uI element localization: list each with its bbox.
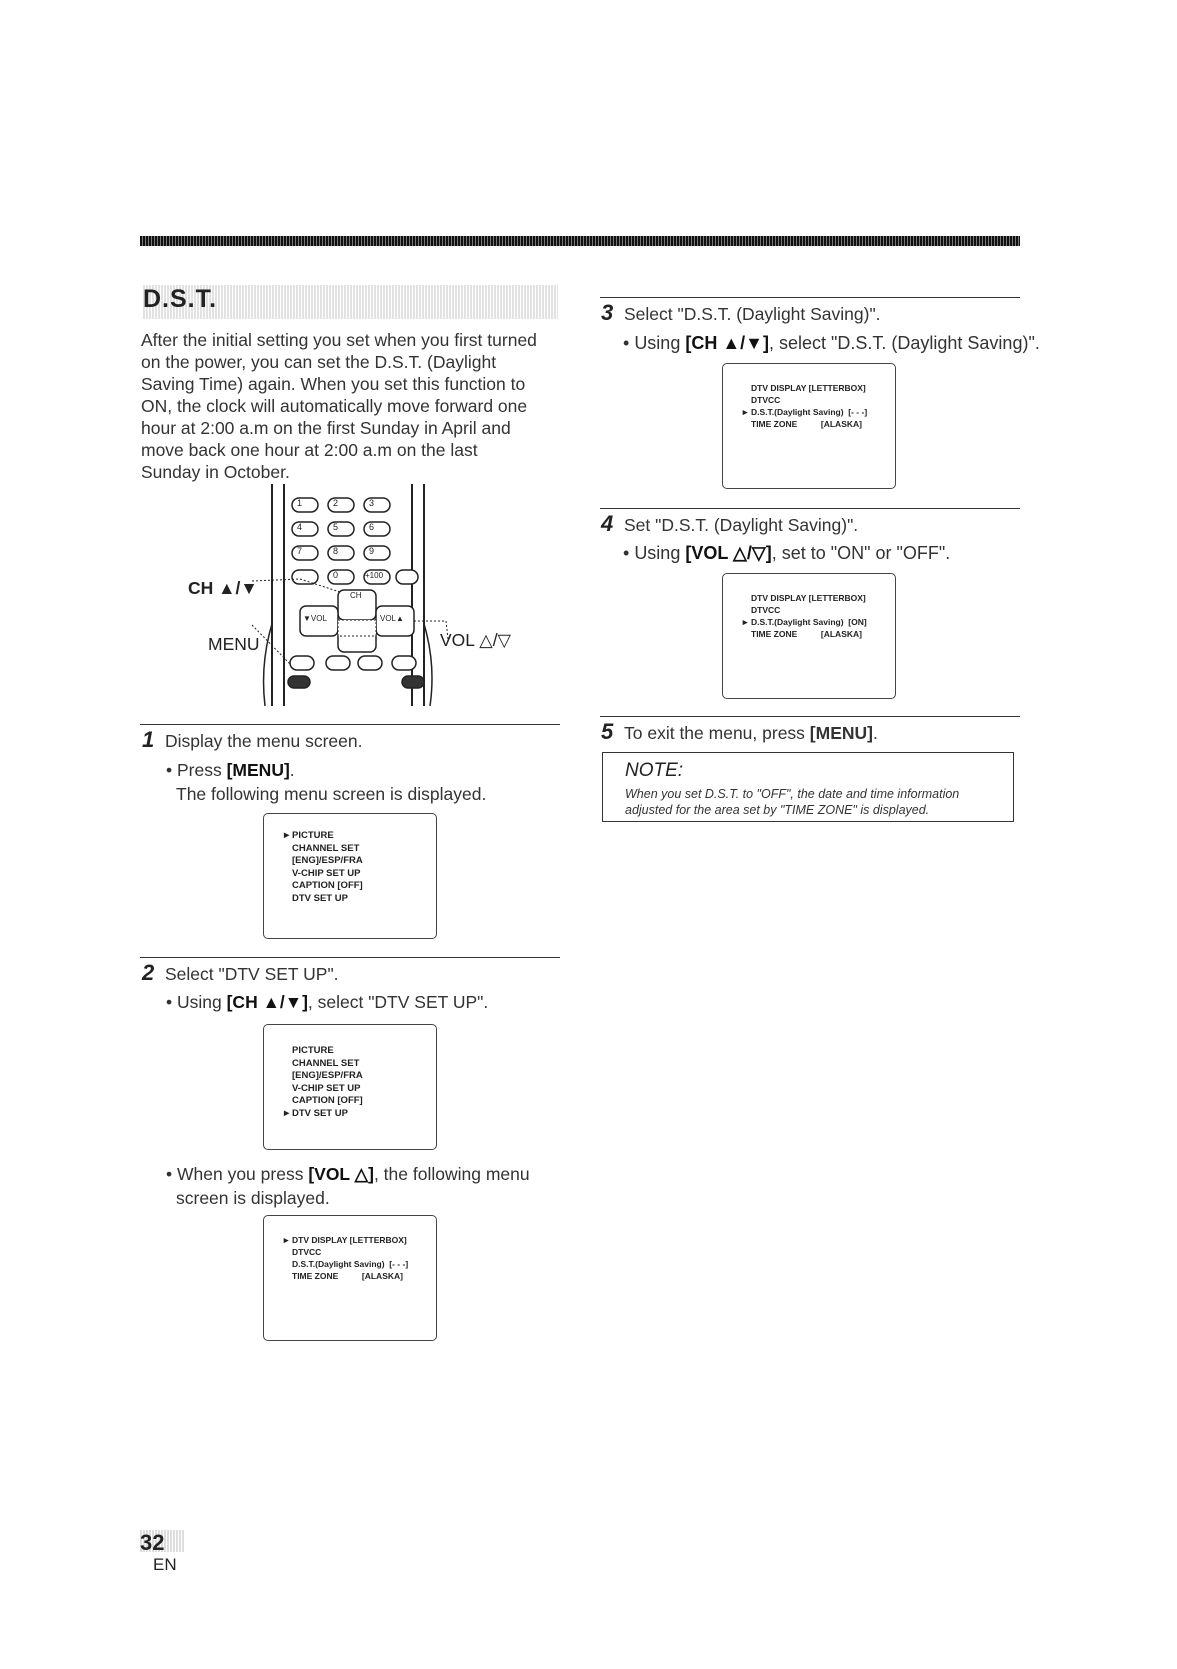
key-3: 3 <box>369 498 375 508</box>
key-8: 8 <box>333 546 339 556</box>
menu-item-dtv-setup: DTV SET UP <box>292 1107 348 1119</box>
menu-label: MENU <box>208 634 260 654</box>
bullet-suffix: , the following menu <box>373 1164 530 1184</box>
menu-row <box>282 1095 363 1108</box>
key-plus100: +100 <box>365 571 384 580</box>
menu-row <box>282 893 363 906</box>
menu-row <box>282 1045 363 1058</box>
step-3-bullet: • Using [CH ▲/▼], select "D.S.T. (Daylight Saving)". <box>623 333 1040 353</box>
step-2-number: 2 <box>142 960 155 985</box>
menu-item-time-zone: TIME ZONE [ALASKA] <box>751 629 862 639</box>
menu-row <box>741 406 867 418</box>
menu-item-channel-set: CHANNEL SET <box>292 842 360 854</box>
step-2-text: Select "DTV SET UP". <box>165 964 339 984</box>
ch-key-ref: [CH ▲/▼] <box>685 333 769 353</box>
remote-illustration <box>190 484 530 706</box>
step-3-text: Select "D.S.T. (Daylight Saving)". <box>624 304 881 324</box>
step-2-bullet: • Using [CH ▲/▼], select "DTV SET UP". <box>166 992 489 1012</box>
step-2-bullet-2: • When you press [VOL △], the following menu <box>166 1164 530 1184</box>
menu-row <box>282 1108 363 1121</box>
bullet-suffix: , select "D.S.T. (Daylight Saving)". <box>768 333 1040 353</box>
menu-row <box>741 418 867 430</box>
menu-key-ref: [MENU] <box>809 723 873 743</box>
step-divider <box>600 508 1020 509</box>
bullet-prefix: Using <box>634 543 686 563</box>
intro-line: hour at 2:00 a.m on the first Sunday in April and <box>141 418 511 438</box>
menu-item-language: [ENG]/ESP/FRA <box>292 855 363 866</box>
menu-row <box>741 616 867 628</box>
step-5-number: 5 <box>601 719 614 744</box>
menu-item-dtv-display: DTV DISPLAY [LETTERBOX] <box>751 593 866 603</box>
ch-label: CH ▲/▼ <box>188 578 258 598</box>
menu-item-dtv-display: DTV DISPLAY [LETTERBOX] <box>292 1235 407 1245</box>
dpad-vol-plus: VOL▲ <box>380 614 404 623</box>
note-body <box>625 786 1009 818</box>
menu-row <box>282 1234 408 1246</box>
menu-row <box>282 843 363 856</box>
step-5-suffix: . <box>872 723 878 743</box>
intro-paragraph <box>141 329 561 483</box>
menu-row <box>741 394 867 406</box>
note-line: When you set D.S.T. to "OFF", the date and time information <box>625 787 960 801</box>
language-code: EN <box>153 1555 177 1574</box>
menu-key-ref: [MENU] <box>226 760 290 780</box>
selector-arrow-icon: ► <box>282 1107 292 1119</box>
menu-item-caption: CAPTION [OFF] <box>292 880 363 891</box>
bullet-prefix: Press <box>177 760 227 780</box>
step-4-number: 4 <box>601 511 614 536</box>
menu-item-dtv-setup: DTV SET UP <box>292 892 348 904</box>
step-5-text <box>624 723 878 744</box>
menu-row <box>282 1070 363 1083</box>
menu-item-dst: D.S.T.(Daylight Saving) [- - -] <box>751 407 868 417</box>
menu-row <box>282 1058 363 1071</box>
selector-arrow-icon: ► <box>741 407 750 417</box>
key-0: 0 <box>333 570 339 580</box>
bullet-suffix: . <box>289 760 295 780</box>
bullet-prefix: When you press <box>177 1164 309 1184</box>
key-7: 7 <box>297 546 303 556</box>
menu-row <box>282 830 363 843</box>
dpad-ch-label: CH <box>350 591 362 600</box>
step-1-text: Display the menu screen. <box>165 731 363 751</box>
step-1-extra: The following menu screen is displayed. <box>176 784 487 804</box>
header-bar <box>140 236 1020 246</box>
menu-screen-1 <box>263 813 437 939</box>
menu-item-vchip: V-CHIP SET UP <box>292 1082 361 1094</box>
step-divider <box>600 716 1020 717</box>
menu-row <box>741 604 867 616</box>
key-6: 6 <box>369 522 375 532</box>
menu-row <box>282 1270 408 1282</box>
menu-row <box>282 855 363 868</box>
note-line: adjusted for the area set by "TIME ZONE" is displayed. <box>625 803 930 817</box>
note-title: NOTE: <box>625 760 684 781</box>
menu-row <box>282 1246 408 1258</box>
key-1: 1 <box>297 498 303 508</box>
key-2: 2 <box>333 498 339 508</box>
intro-line: After the initial setting you set when you first turned <box>141 330 537 350</box>
bullet-prefix: Using <box>634 333 686 353</box>
key-5: 5 <box>333 522 339 532</box>
menu-item-channel-set: CHANNEL SET <box>292 1057 360 1069</box>
menu-row <box>282 1083 363 1096</box>
vol-key-ref: [VOL △] <box>308 1164 374 1184</box>
vol-key-ref: [VOL △/▽] <box>685 543 772 563</box>
menu-item-dtv-display: DTV DISPLAY [LETTERBOX] <box>751 383 866 393</box>
step-divider <box>140 724 560 725</box>
menu-row <box>741 628 867 640</box>
step-2-bullet-2-line2: screen is displayed. <box>176 1188 330 1208</box>
page-number: 32 <box>140 1530 165 1555</box>
step-5-prefix: To exit the menu, press <box>624 723 810 743</box>
bullet-suffix: , select "DTV SET UP". <box>307 992 489 1012</box>
menu-row <box>741 382 867 394</box>
intro-line: move back one hour at 2:00 a.m on the last <box>141 440 478 460</box>
intro-line: ON, the clock will automatically move forward one <box>141 396 528 416</box>
note-box <box>602 752 1014 822</box>
menu-item-picture: PICTURE <box>292 830 334 841</box>
intro-line: on the power, you can set the D.S.T. (Daylight <box>141 352 497 372</box>
selector-arrow-icon: ► <box>741 617 750 627</box>
menu-row <box>282 1258 408 1270</box>
key-4: 4 <box>297 522 303 532</box>
menu-item-dtvcc: DTVCC <box>751 395 781 405</box>
ch-key-ref: [CH ▲/▼] <box>226 992 308 1012</box>
section-title <box>143 285 558 319</box>
step-3-number: 3 <box>601 300 614 325</box>
intro-line: Sunday in October. <box>141 462 290 482</box>
menu-screen-5 <box>722 573 896 699</box>
menu-item-dtvcc: DTVCC <box>751 605 781 615</box>
dpad-vol-minus: ▼VOL <box>303 614 327 623</box>
menu-screen-2 <box>263 1024 437 1150</box>
step-1-number: 1 <box>142 727 155 752</box>
step-4-text: Set "D.S.T. (Daylight Saving)". <box>624 515 859 535</box>
menu-item-dst: D.S.T.(Daylight Saving) [ON] <box>751 617 867 627</box>
intro-line: Saving Time) again. When you set this function to <box>141 374 526 394</box>
menu-screen-3 <box>263 1215 437 1341</box>
menu-row <box>282 868 363 881</box>
selector-arrow-icon: ► <box>282 830 292 841</box>
key-9: 9 <box>369 546 375 556</box>
menu-screen-4 <box>722 363 896 489</box>
menu-item-dst: D.S.T.(Daylight Saving) [- - -] <box>292 1259 409 1269</box>
step-divider <box>600 297 1020 298</box>
bullet-suffix: , set to "ON" or "OFF". <box>771 543 951 563</box>
menu-item-vchip: V-CHIP SET UP <box>292 867 361 879</box>
menu-item-language: [ENG]/ESP/FRA <box>292 1070 363 1081</box>
menu-item-time-zone: TIME ZONE [ALASKA] <box>751 419 862 429</box>
step-4-bullet: • Using [VOL △/▽], set to "ON" or "OFF". <box>623 543 951 563</box>
menu-item-time-zone: TIME ZONE [ALASKA] <box>292 1271 403 1281</box>
bullet-prefix: Using <box>177 992 227 1012</box>
step-divider <box>140 957 560 958</box>
vol-label: VOL △/▽ <box>440 630 512 650</box>
step-1-bullet: • Press [MENU]. <box>166 760 295 780</box>
menu-item-dtvcc: DTVCC <box>292 1247 322 1257</box>
menu-row <box>282 880 363 893</box>
selector-arrow-icon: ► <box>282 1235 291 1245</box>
menu-item-picture: PICTURE <box>292 1045 334 1056</box>
menu-row <box>741 592 867 604</box>
menu-item-caption: CAPTION [OFF] <box>292 1095 363 1106</box>
section-title-text: D.S.T. <box>143 285 218 313</box>
